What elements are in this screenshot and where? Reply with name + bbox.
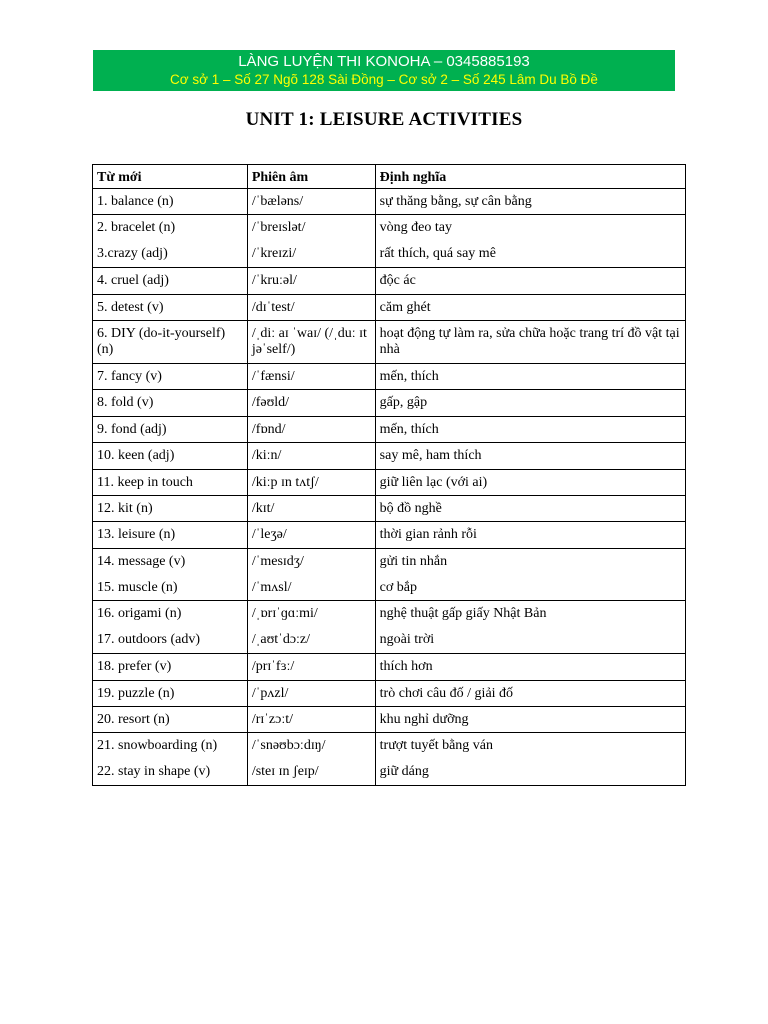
- table-row: [93, 268, 686, 294]
- pronunciation-cell: /dɪˈtest/: [247, 294, 375, 320]
- pronunciation-cell: /kiːp ɪn tʌtʃ/: [247, 469, 375, 495]
- table-row: [93, 320, 686, 363]
- pronunciation-cell: /rɪˈzɔːt/: [247, 707, 375, 733]
- pronunciation-cell: /ˌdiː aɪ ˈwaɪ/ (/ˌduː ɪt jəˈself/): [247, 320, 375, 363]
- pronunciation-cell: /ˈkruːəl/: [247, 268, 375, 294]
- word-cell: 22. stay in shape (v): [93, 759, 248, 785]
- definition-cell: thích hơn: [375, 654, 685, 680]
- pronunciation-cell: /kiːn/: [247, 443, 375, 469]
- pronunciation-cell: /steɪ ɪn ʃeɪp/: [247, 759, 375, 785]
- table-row: [93, 189, 686, 215]
- definition-cell: thời gian rảnh rỗi: [375, 522, 685, 548]
- pronunciation-cell: /ˈkreɪzi/: [247, 241, 375, 267]
- definition-cell: nghệ thuật gấp giấy Nhật Bản: [375, 601, 685, 627]
- word-cell: 10. keen (adj): [93, 443, 248, 469]
- definition-cell: căm ghét: [375, 294, 685, 320]
- word-cell: 2. bracelet (n): [93, 215, 248, 241]
- table-header-row: [93, 165, 686, 189]
- table-row: [93, 680, 686, 706]
- definition-cell: mến, thích: [375, 416, 685, 442]
- table-row: [93, 443, 686, 469]
- table-row: [93, 215, 686, 241]
- word-cell: 11. keep in touch: [93, 469, 248, 495]
- table-row: [93, 575, 686, 601]
- definition-cell: vòng đeo tay: [375, 215, 685, 241]
- definition-cell: trượt tuyết bằng ván: [375, 733, 685, 759]
- pronunciation-cell: /ˈbæləns/: [247, 189, 375, 215]
- word-cell: 4. cruel (adj): [93, 268, 248, 294]
- word-cell: 3.crazy (adj): [93, 241, 248, 267]
- word-cell: 21. snowboarding (n): [93, 733, 248, 759]
- word-cell: 12. kit (n): [93, 495, 248, 521]
- header-address: Cơ sở 1 – Số 27 Ngõ 128 Sài Đồng – Cơ sở 2 – Số 245 Lâm Du Bồ Đề: [170, 72, 598, 87]
- word-cell: 5. detest (v): [93, 294, 248, 320]
- word-cell: 16. origami (n): [93, 601, 248, 627]
- definition-cell: say mê, ham thích: [375, 443, 685, 469]
- pronunciation-cell: /kɪt/: [247, 495, 375, 521]
- pronunciation-cell: /fəʊld/: [247, 390, 375, 416]
- definition-cell: gửi tin nhắn: [375, 548, 685, 574]
- pronunciation-cell: /ˈpʌzl/: [247, 680, 375, 706]
- column-header-definition: Định nghĩa: [375, 165, 685, 189]
- definition-cell: hoạt động tự làm ra, sửa chữa hoặc trang trí đồ vật tại nhà: [375, 320, 685, 363]
- table-row: [93, 707, 686, 733]
- table-row: [93, 495, 686, 521]
- word-cell: 19. puzzle (n): [93, 680, 248, 706]
- pronunciation-cell: /ˈleʒə/: [247, 522, 375, 548]
- table-row: [93, 416, 686, 442]
- pronunciation-cell: /ˈbreɪslət/: [247, 215, 375, 241]
- definition-cell: trò chơi câu đố / giải đố: [375, 680, 685, 706]
- table-row: [93, 241, 686, 267]
- table-row: [93, 733, 686, 759]
- table-body: [93, 189, 686, 786]
- pronunciation-cell: /ˈmʌsl/: [247, 575, 375, 601]
- table-row: [93, 469, 686, 495]
- pronunciation-cell: /ˈsnəʊbɔːdɪŋ/: [247, 733, 375, 759]
- pronunciation-cell: /ˈfænsi/: [247, 363, 375, 389]
- table-row: [93, 294, 686, 320]
- table-row: [93, 627, 686, 653]
- definition-cell: cơ bắp: [375, 575, 685, 601]
- definition-cell: gấp, gập: [375, 390, 685, 416]
- word-cell: 18. prefer (v): [93, 654, 248, 680]
- pronunciation-cell: /ˌɒrɪˈɡɑːmi/: [247, 601, 375, 627]
- column-header-word: Từ mới: [93, 165, 248, 189]
- word-cell: 15. muscle (n): [93, 575, 248, 601]
- table-row: [93, 363, 686, 389]
- pronunciation-cell: /ˈmesɪdʒ/: [247, 548, 375, 574]
- definition-cell: rất thích, quá say mê: [375, 241, 685, 267]
- header-banner: [93, 50, 675, 91]
- definition-cell: giữ liên lạc (với ai): [375, 469, 685, 495]
- definition-cell: độc ác: [375, 268, 685, 294]
- word-cell: 1. balance (n): [93, 189, 248, 215]
- definition-cell: giữ dáng: [375, 759, 685, 785]
- word-cell: 13. leisure (n): [93, 522, 248, 548]
- definition-cell: mến, thích: [375, 363, 685, 389]
- table-row: [93, 654, 686, 680]
- word-cell: 7. fancy (v): [93, 363, 248, 389]
- header-title: LÀNG LUYỆN THI KONOHA – 0345885193: [238, 53, 530, 70]
- column-header-pronunciation: Phiên âm: [247, 165, 375, 189]
- table-row: [93, 759, 686, 785]
- definition-cell: sự thăng bằng, sự cân bằng: [375, 189, 685, 215]
- definition-cell: ngoài trời: [375, 627, 685, 653]
- word-cell: 17. outdoors (adv): [93, 627, 248, 653]
- table-row: [93, 522, 686, 548]
- word-cell: 20. resort (n): [93, 707, 248, 733]
- table-row: [93, 390, 686, 416]
- definition-cell: khu nghỉ dưỡng: [375, 707, 685, 733]
- word-cell: 8. fold (v): [93, 390, 248, 416]
- table-row: [93, 601, 686, 627]
- definition-cell: bộ đồ nghề: [375, 495, 685, 521]
- word-cell: 6. DIY (do-it-yourself) (n): [93, 320, 248, 363]
- page-title: UNIT 1: LEISURE ACTIVITIES: [245, 109, 523, 130]
- pronunciation-cell: /ˌaʊtˈdɔːz/: [247, 627, 375, 653]
- vocabulary-table: [92, 164, 686, 786]
- word-cell: 9. fond (adj): [93, 416, 248, 442]
- pronunciation-cell: /prɪˈfɜː/: [247, 654, 375, 680]
- word-cell: 14. message (v): [93, 548, 248, 574]
- table-row: [93, 548, 686, 574]
- pronunciation-cell: /fɒnd/: [247, 416, 375, 442]
